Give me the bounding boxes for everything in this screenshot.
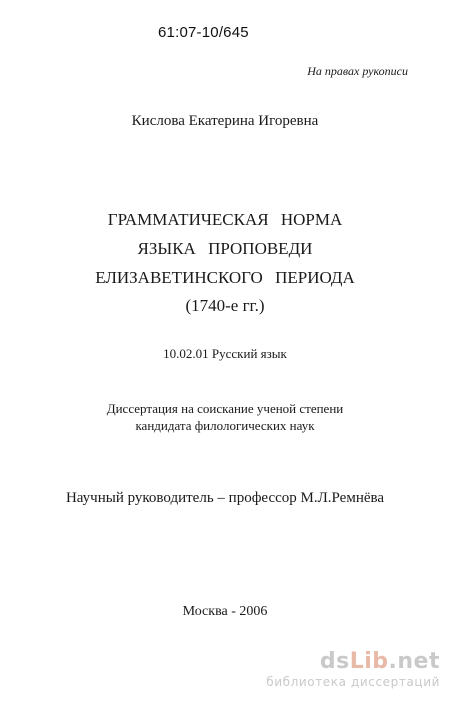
title-years: (1740-е гг.) — [185, 296, 265, 315]
watermark-subtitle: библиотека диссертаций — [266, 675, 440, 689]
city-year: Москва - 2006 — [182, 604, 268, 619]
title-line: ЯЗЫКА ПРОПОВЕДИ — [137, 239, 313, 258]
specialty-code: 10.02.01 Русский язык — [163, 346, 287, 361]
degree-line: кандидата филологических наук — [135, 418, 315, 433]
dslib-watermark — [266, 650, 440, 690]
archive-stamp: 61:07-10/645 — [158, 24, 249, 41]
title-line: ЕЛИЗАВЕТИНСКОГО ПЕРИОДА — [95, 268, 355, 287]
scientific-advisor: Научный руководитель – профессор М.Л.Ремнёва — [65, 490, 385, 506]
title-line: ГРАММАТИЧЕСКАЯ НОРМА — [107, 210, 343, 229]
rights-note: На правах рукописи — [307, 64, 408, 78]
degree-statement — [0, 400, 450, 434]
degree-line: Диссертация на соискание ученой степени — [106, 401, 344, 416]
watermark-logo: dsLib.net — [319, 649, 440, 674]
dissertation-title — [0, 205, 450, 292]
author-name: Кислова Екатерина Игоревна — [131, 113, 319, 129]
